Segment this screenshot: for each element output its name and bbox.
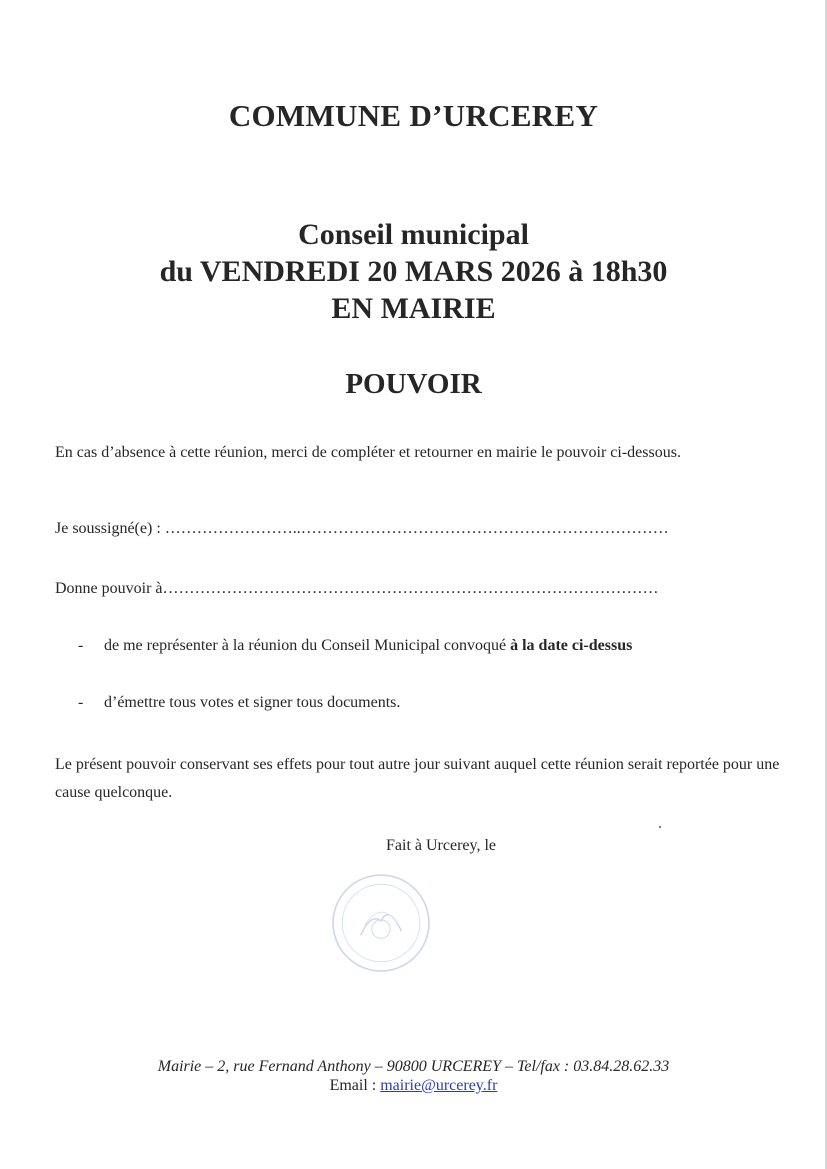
email-label: Email : [329,1077,381,1094]
document-heading: POUVOIR [345,368,482,400]
email-link[interactable]: mairie@urcerey.fr [380,1077,498,1094]
meeting-line-council: Conseil municipal [298,218,529,251]
bullet-dash: - [78,637,84,654]
scan-speck [659,826,661,828]
meeting-info [0,216,827,327]
mairie-seal-stamp [330,872,432,974]
bullet-represent-text: de me représenter à la réunion du Conseil Municipal convoqué [104,637,511,654]
intro-text: En cas d’absence à cette réunion, merci de compléter et retourner en mairie le pouvoir ci-dessous. [55,444,681,461]
name-field[interactable]: Je soussigné(e) : ……………………..…………………………………………………………… [55,520,669,537]
bullet-represent-bold: à la date ci-dessus [510,637,633,654]
bullet-votes: d’émettre tous votes et signer tous documents. [104,694,401,711]
commune-title: COMMUNE D’URCEREY [228,98,599,133]
signature-line: Fait à Urcerey, le [386,837,497,854]
footer-address: Mairie – 2, rue Fernand Anthony – 90800 URCEREY – Tel/fax : 03.84.28.62.33 [157,1058,670,1075]
bullet-dash: - [78,694,84,711]
bullet-represent [104,637,632,655]
proxy-field[interactable]: Donne pouvoir à………………………………………………………………………………… [55,580,659,597]
footer-email [0,1077,827,1095]
meeting-line-location: EN MAIRIE [331,292,496,325]
meeting-line-date: du VENDREDI 20 MARS 2026 à 18h30 [159,255,668,288]
validity-paragraph: Le présent pouvoir conservant ses effets pour tout autre jour suivant auquel cette réunion serait reportée pour une cause quelconque. [55,756,780,801]
